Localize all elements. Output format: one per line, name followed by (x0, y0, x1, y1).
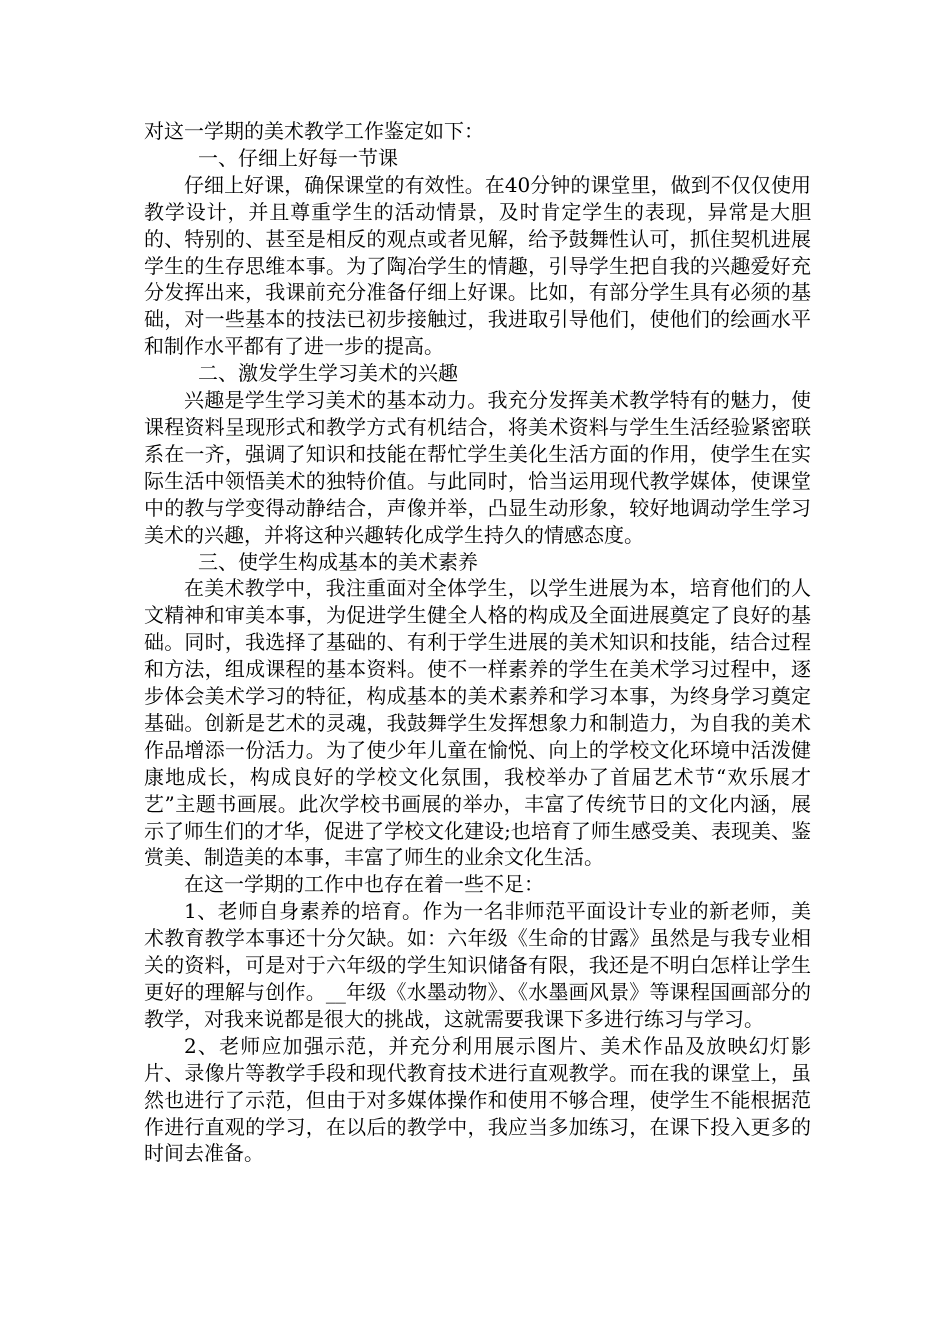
shortcomings-intro: 在这一学期的工作中也存在着一些不足： (184, 872, 544, 897)
section-3-body: 在美术教学中，我注重面对全体学生，以学生进展为本，培育他们的人文精神和审美本事，为促进学生健全人格的构成及全面进展奠定了良好的基础。同时，我选择了基础的、有利于学生进展的美术知识和技能，结合过程和方法，组成课程的基本资料。使不一样素养的学生在美术学习过程中，逐步体会美术学习的特征，构成基本的美术素养和学习本事，为终身学习奠定基础。创新是艺术的灵魂，我鼓舞学生发挥想象力和制造力，为自我的美术作品增添一份活力。为了使少年儿童在愉悦、向上的学校文化环境中活泼健康地成长，构成良好的学校文化氛围，我校举办了首届艺术节“欢乐展才艺”主题书画展。此次学校书画展的举办，丰富了传统节日的文化内涵，展示了师生们的才华，促进了学校文化建设;也培育了师生感受美、表现美、鉴赏美、制造美的本事，丰富了师生的业余文化生活。 (144, 576, 811, 870)
section-1-heading: 一、仔细上好每一节课 (198, 145, 398, 170)
opening-paragraph: 对这一学期的美术教学工作鉴定如下： (144, 119, 484, 143)
document-page (144, 118, 811, 1167)
section-2-heading: 二、激发学生学习美术的兴趣 (198, 361, 458, 386)
section-1-body: 仔细上好课，确保课堂的有效性。在40分钟的课堂里，做到不仅仅使用教学设计，并且尊重学生的活动情景，及时肯定学生的表现，异常是大胆的、特别的、甚至是相反的观点或者见解，给予鼓舞性认可，抓住契机进展学生的生存思维本事。为了陶冶学生的情趣，引导学生把自我的兴趣爱好充分发挥出来，我课前充分准备仔细上好课。比如，有部分学生具有必须的基础，对一些基本的技法已初步接触过，我进取引导他们，使他们的绘画水平和制作水平都有了进一步的提高。 (144, 172, 811, 359)
section-3-heading: 三、使学生构成基本的美术素养 (198, 549, 478, 574)
shortcoming-1: 1、老师自身素养的培育。作为一名非师范平面设计专业的新老师，美术教育教学本事还十分欠缺。如：六年级《生命的甘露》虽然是与我专业相关的资料，可是对于六年级的学生知识储备有限，我还是不明白怎样让学生更好的理解与创作。__年级《水墨动物》、《水墨画风景》等课程国画部分的教学，对我来说都是很大的挑战，这就需要我课下多进行练习与学习。 (144, 899, 811, 1031)
shortcoming-2: 2、老师应加强示范，并充分利用展示图片、美术作品及放映幻灯影片、录像片等教学手段和现代教育技术进行直观教学。而在我的课堂上，虽然也进行了示范，但由于对多媒体操作和使用不够合理，使学生不能根据范作进行直观的学习，在以后的教学中，我应当多加练习，在课下投入更多的时间去准备。 (144, 1033, 811, 1166)
section-2-body: 兴趣是学生学习美术的基本动力。我充分发挥美术教学特有的魅力，使课程资料呈现形式和教学方式有机结合，将美术资料与学生生活经验紧密联系在一齐，强调了知识和技能在帮忙学生美化生活方面的作用，使学生在实际生活中领悟美术的独特价值。与此同时，恰当运用现代教学媒体，使课堂中的教与学变得动静结合，声像并举，凸显生动形象，较好地调动学生学习美术的兴趣，并将这种兴趣转化成学生持久的情感态度。 (144, 388, 811, 547)
